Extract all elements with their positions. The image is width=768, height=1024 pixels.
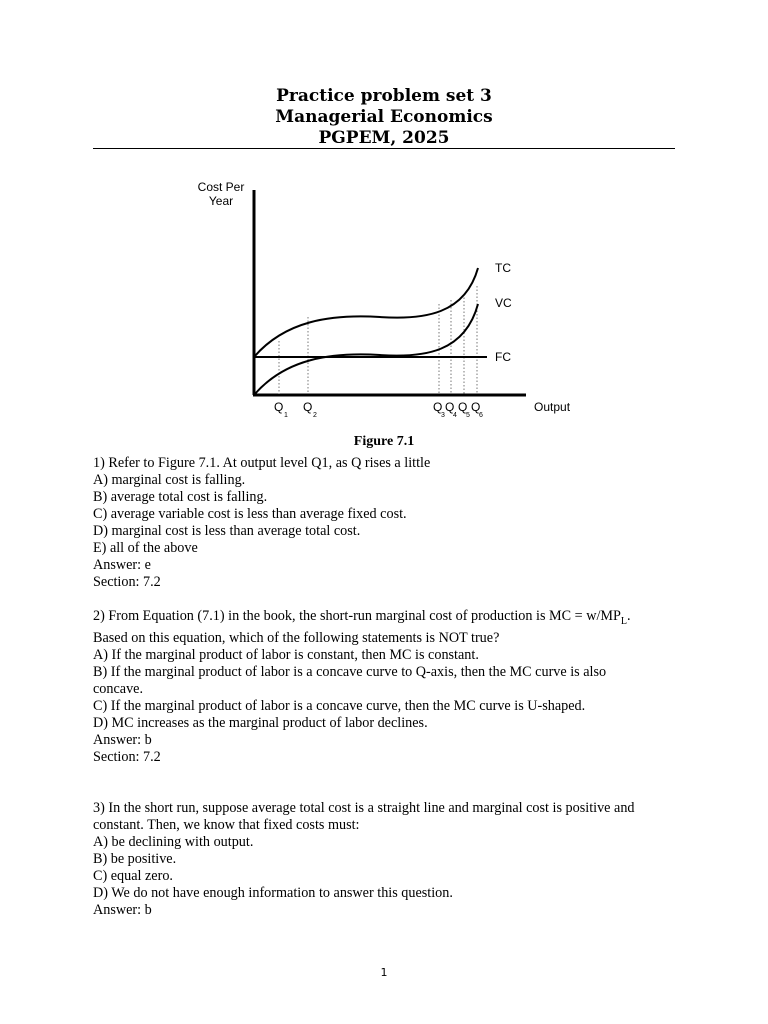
vc-label: VC: [495, 296, 512, 310]
answer-option: D) We do not have enough information to answer this question.: [93, 884, 453, 901]
answer-option: B) average total cost is falling.: [93, 489, 268, 505]
q6-subscript: 6: [479, 412, 483, 419]
question-stem-subscript: L: [620, 615, 628, 627]
vc-curve: [254, 304, 478, 395]
q1-label: Q: [274, 400, 284, 414]
question-stem-part2: . Based on this equation, which of the following statements is NOT true?: [93, 608, 631, 646]
answer-option: D) marginal cost is less than average total cost.: [93, 523, 361, 539]
answer-option: B) If the marginal product of labor is a concave curve to Q-axis, then the MC curve is also concave.: [93, 663, 607, 697]
page-number: 1: [380, 966, 388, 979]
answer-key: Answer: e: [93, 557, 151, 573]
answer-option: A) marginal cost is falling.: [93, 472, 246, 488]
q3-label: Q: [433, 400, 443, 414]
q5-subscript: 5: [466, 412, 470, 419]
question-2: [93, 608, 653, 766]
cost-curves-diagram: [190, 176, 590, 426]
question-3: [93, 800, 653, 919]
header-program: PGPEM, 2025: [318, 128, 450, 148]
spacer: [93, 591, 653, 608]
question-stem-part1: 2) From Equation (7.1) in the book, the short-run marginal cost of production is MC = w/MP: [93, 608, 621, 624]
questions-body: [93, 455, 653, 919]
x-axis-label: Output: [534, 400, 571, 414]
answer-key: Answer: b: [93, 901, 152, 918]
header-course: Managerial Economics: [275, 107, 493, 127]
answer-option: E) all of the above: [93, 540, 198, 556]
question-stem: 3) In the short run, suppose average total cost is a straight line and marginal cost is positive and constant. Then, we know that fixed costs must:: [93, 799, 635, 833]
fc-label: FC: [495, 350, 511, 364]
y-axis-label: Cost Per: [197, 180, 245, 194]
header-rule: [93, 148, 675, 149]
q2-subscript: 2: [313, 412, 317, 419]
question-stem: 1) Refer to Figure 7.1. At output level Q1, as Q rises a little: [93, 455, 431, 471]
tc-curve: [254, 268, 478, 357]
answer-option: A) be declining with output.: [93, 833, 254, 850]
q6-label: Q: [471, 400, 481, 414]
q4-subscript: 4: [453, 412, 457, 419]
answer-option: C) If the marginal product of labor is a concave curve, then the MC curve is U-shaped.: [93, 697, 586, 714]
section-ref: Section: 7.2: [93, 574, 161, 590]
answer-option: C) equal zero.: [93, 867, 173, 884]
header-title: Practice problem set 3: [276, 86, 492, 106]
q2-label: Q: [303, 400, 313, 414]
answer-option: A) If the marginal product of labor is constant, then MC is constant.: [93, 646, 479, 663]
q3-subscript: 3: [441, 412, 445, 419]
spacer: [93, 766, 653, 800]
q-labels: [274, 400, 483, 419]
y-axis-label-line2: Year: [208, 194, 234, 208]
figure-caption: Figure 7.1: [353, 434, 415, 449]
question-1: [93, 455, 653, 591]
answer-key: Answer: b: [93, 731, 152, 748]
q-guide-lines: [279, 286, 477, 394]
answer-option: D) MC increases as the marginal product of labor declines.: [93, 714, 428, 731]
section-ref: Section: 7.2: [93, 748, 161, 765]
q1-subscript: 1: [284, 412, 288, 419]
cost-curves-figure: [190, 176, 590, 426]
q5-label: Q: [458, 400, 468, 414]
answer-option: B) be positive.: [93, 850, 177, 867]
tc-label: TC: [495, 261, 511, 275]
answer-option: C) average variable cost is less than average fixed cost.: [93, 506, 407, 522]
q4-label: Q: [445, 400, 455, 414]
document-header: [0, 86, 768, 149]
question-stem: [93, 608, 653, 647]
